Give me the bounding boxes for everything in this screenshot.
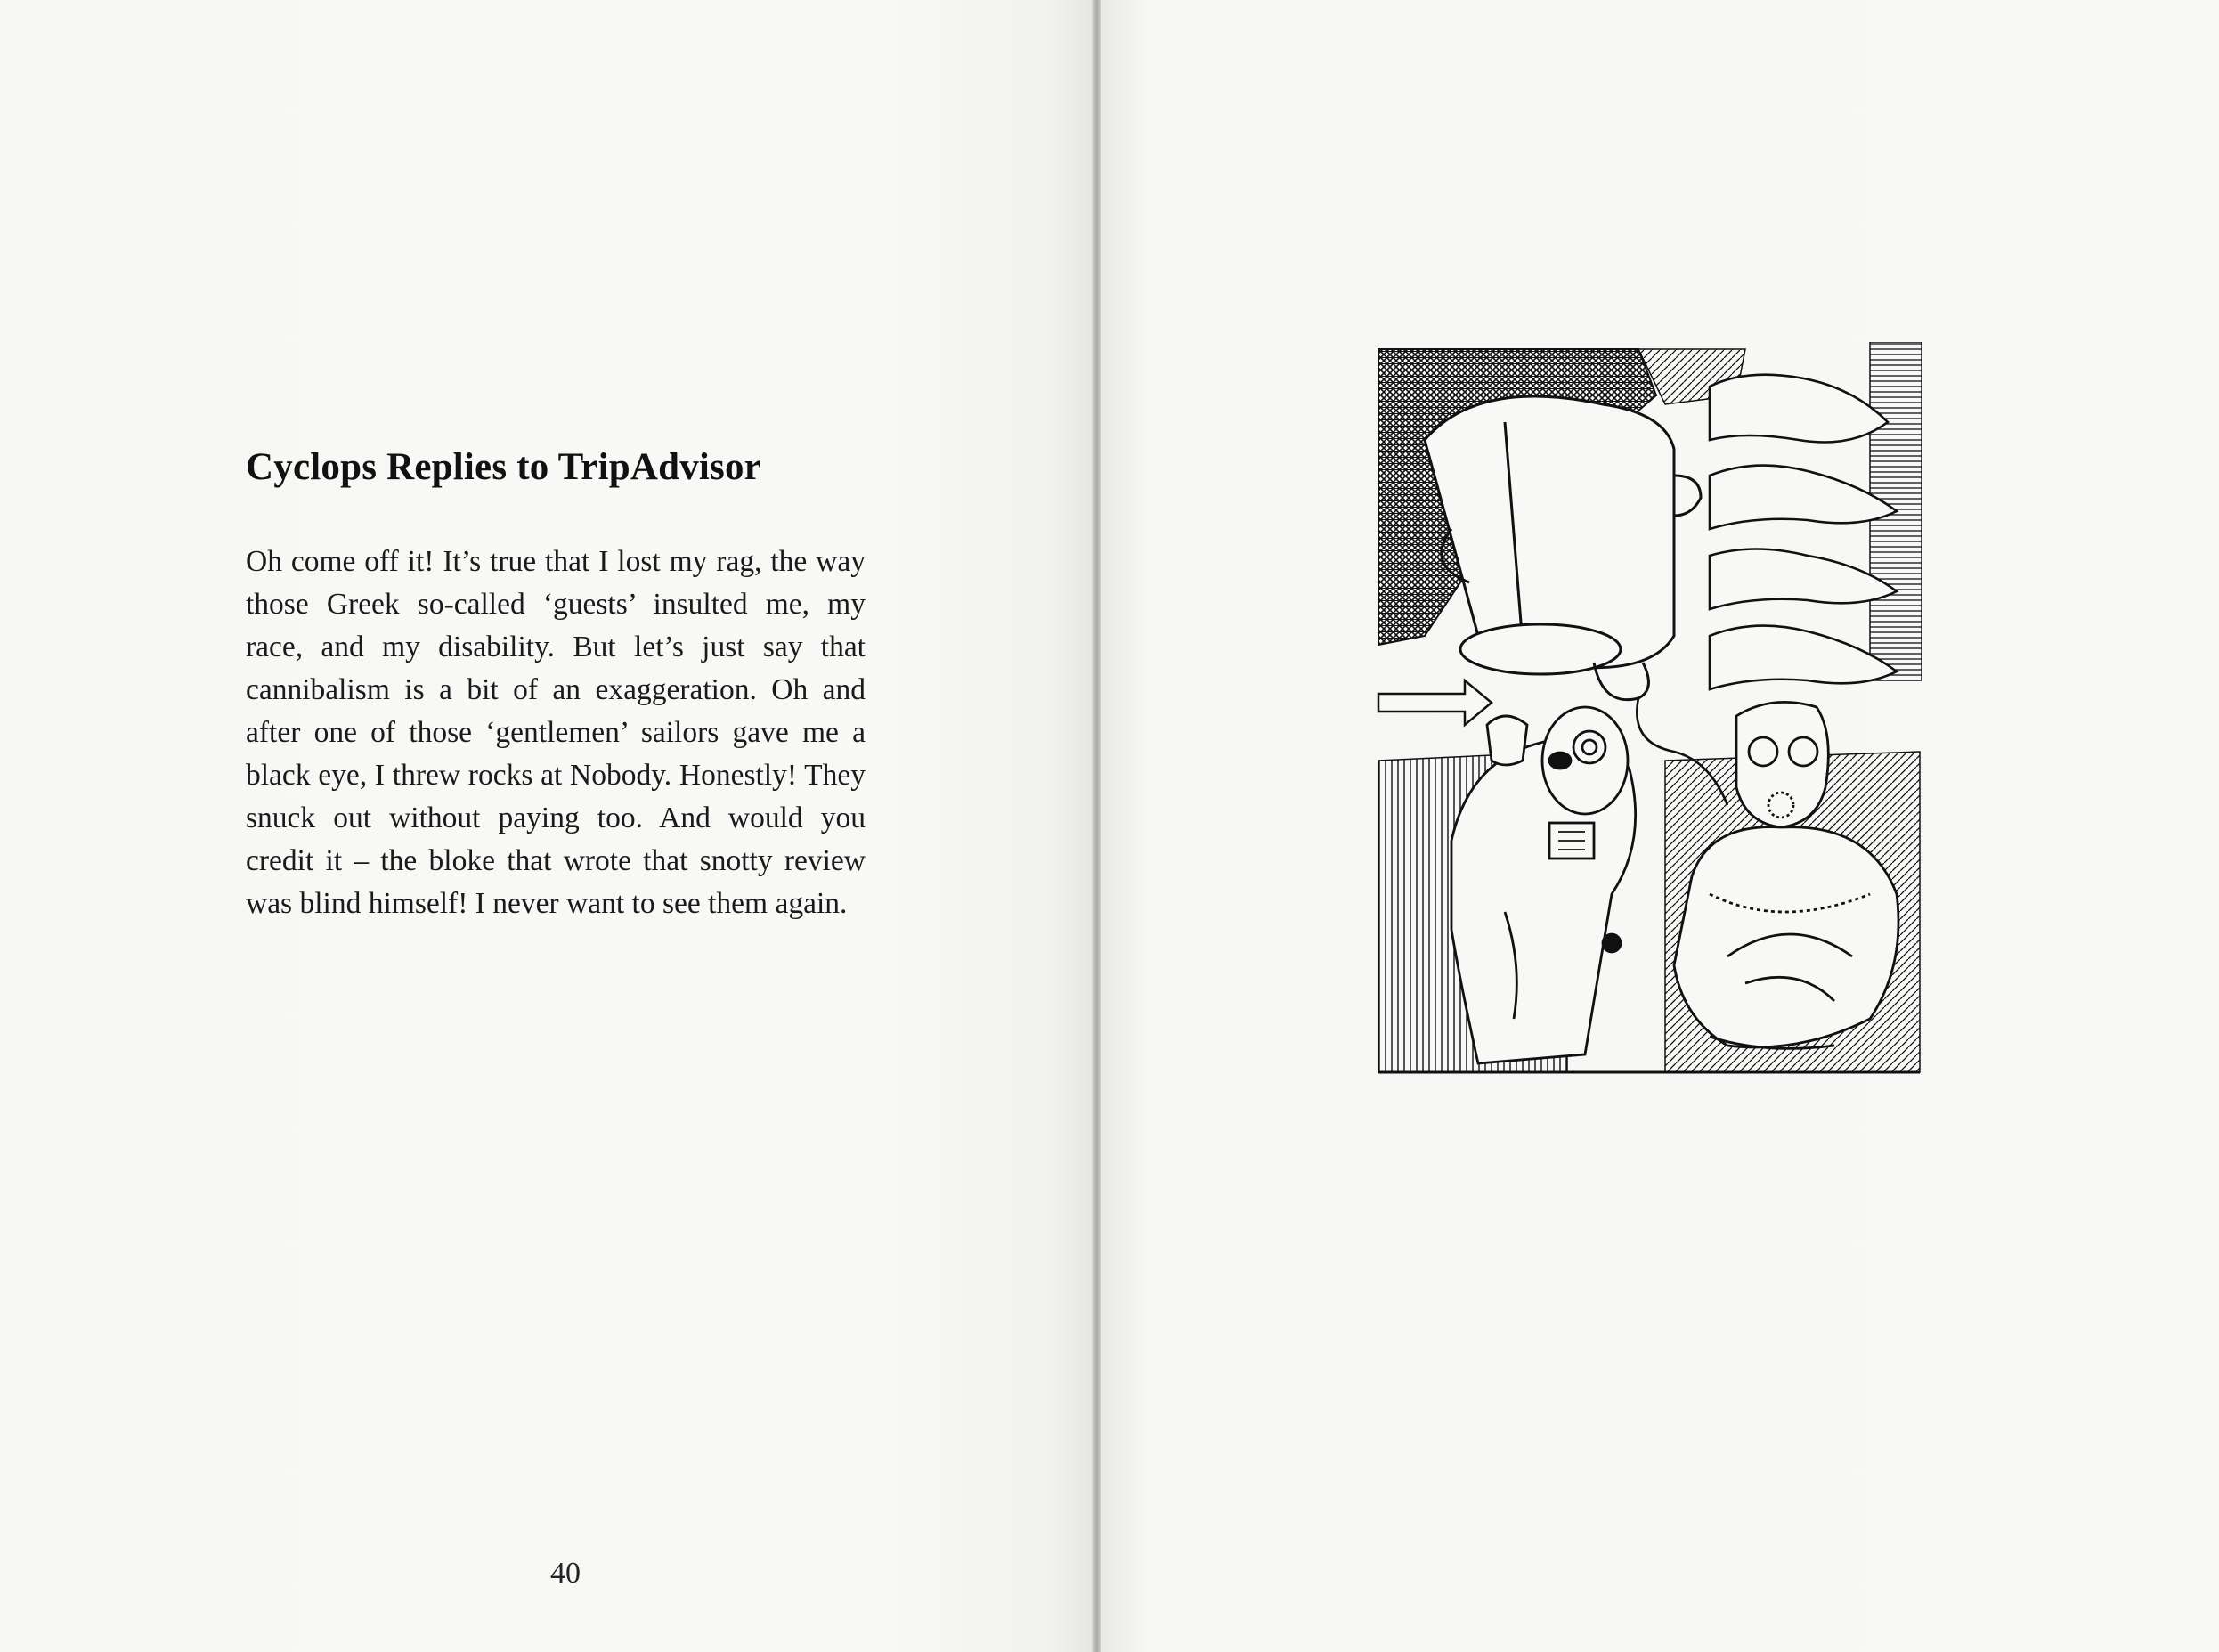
arrow-right-icon bbox=[1378, 680, 1492, 725]
left-page bbox=[0, 0, 1097, 1652]
poem-body: Oh come off it! It’s true that I lost my rag, the way those Greek so-called ‘guests’ insulted me, my race, and my disability. But let’s just say that cannibalism is a bit of an exaggeration. Oh and after one of those ‘gentlemen’ sailors gave me a black eye, I threw rocks at Nobody. Honestly! They snuck out without paying too. And would you credit it – the bloke that wrote that snotty review was blind himself! I never want to see them again. bbox=[246, 545, 866, 920]
carrot-icons bbox=[1710, 375, 1897, 689]
book-gutter bbox=[1092, 0, 1101, 1652]
page-number: 40 bbox=[550, 1557, 581, 1590]
pot-icon bbox=[1425, 396, 1701, 700]
ink-illustration bbox=[1371, 342, 1927, 1078]
poem-title: Cyclops Replies to TripAdvisor bbox=[246, 446, 761, 488]
